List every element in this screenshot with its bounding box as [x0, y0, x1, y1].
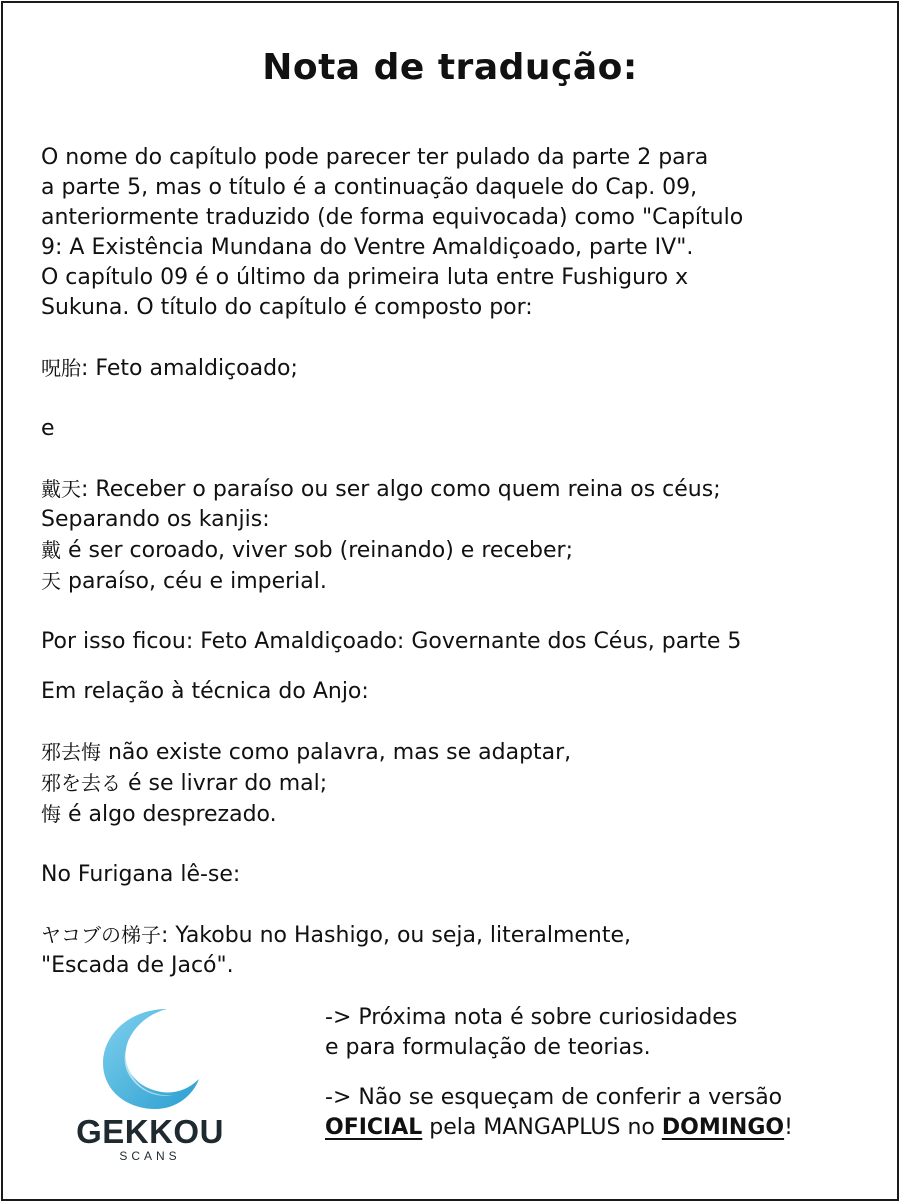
connector: e: [41, 416, 55, 441]
logo-subtitle: SCANS: [119, 1149, 181, 1163]
tech-line-3: [41, 799, 876, 830]
kanji-line-a: [41, 535, 876, 566]
kanji-term: 邪を去る: [41, 771, 121, 795]
intro-line: O nome do capítulo pode parecer ter pulado da parte 2 para: [41, 145, 709, 170]
intro-line: a parte 5, mas o título é a continuação daquele do Cap. 09,: [41, 175, 698, 200]
term-definition: não existe como palavra, mas se adaptar,: [101, 740, 572, 765]
reminder-mid: pela MANGAPLUS no: [422, 1115, 662, 1140]
next-note-line: -> Próxima nota é sobre curiosidades: [325, 1005, 738, 1030]
intro-line: 9: A Existência Mundana do Ventre Amaldiçoado, parte IV".: [41, 235, 694, 260]
reminder-line-1: -> Não se esqueçam de conferir a versão: [325, 1085, 783, 1110]
angel-heading: Em relação à técnica do Anjo:: [41, 679, 369, 704]
term-definition: : Feto amaldiçoado;: [81, 356, 298, 381]
note-body: [41, 143, 876, 981]
kanji-term: 呪胎: [41, 356, 81, 380]
kanji-term: ヤコブの梯子: [41, 923, 161, 947]
term-definition: é algo desprezado.: [61, 802, 277, 827]
tech-line-2: [41, 768, 876, 799]
intro-line: O capítulo 09 é o último da primeira luta entre Fushiguro x: [41, 265, 689, 290]
crescent-moon-icon: [95, 1003, 205, 1113]
kanji-term: 天: [41, 569, 61, 593]
footer-notes: [325, 1003, 885, 1143]
page-title: Nota de tradução:: [262, 47, 638, 88]
kanji-term: 邪去悔: [41, 740, 101, 764]
logo-name: GEKKOU: [76, 1113, 224, 1150]
result-line: Por isso ficou: Feto Amaldiçoado: Governante dos Céus, parte 5: [41, 629, 742, 654]
sunday-label: DOMINGO: [661, 1115, 785, 1140]
kanji-line-b: [41, 566, 876, 597]
term-definition: é ser coroado, viver sob (reinando) e receber;: [61, 538, 574, 563]
reminder-end: !: [784, 1115, 793, 1140]
kanji-term: 戴: [41, 538, 61, 562]
term-line-2: [41, 474, 876, 505]
separating-label: Separando os kanjis:: [41, 507, 270, 532]
translation-note-page: [1, 1, 899, 1201]
term-definition: : Receber o paraíso ou ser algo como quem reina os céus;: [81, 477, 721, 502]
reminder-line-2: [325, 1113, 885, 1143]
kanji-term: 悔: [41, 802, 61, 826]
gekkou-logo: [75, 1003, 225, 1183]
term-definition: é se livrar do mal;: [121, 771, 328, 796]
term-line-1: [41, 353, 876, 384]
intro-line: anteriormente traduzido (de forma equivocada) como "Capítulo: [41, 205, 744, 230]
furigana-line-2: "Escada de Jacó".: [41, 953, 234, 978]
term-definition: paraíso, céu e imperial.: [61, 569, 327, 594]
term-definition: : Yakobu no Hashigo, ou seja, literalmente,: [161, 923, 632, 948]
next-note-line: e para formulação de teorias.: [325, 1035, 651, 1060]
intro-line: Sukuna. O título do capítulo é composto por:: [41, 295, 533, 320]
furigana-line: [41, 920, 876, 951]
kanji-term: 戴天: [41, 477, 81, 501]
official-label: OFICIAL: [325, 1115, 423, 1140]
furigana-heading: No Furigana lê-se:: [41, 862, 241, 887]
tech-line-1: [41, 737, 876, 768]
